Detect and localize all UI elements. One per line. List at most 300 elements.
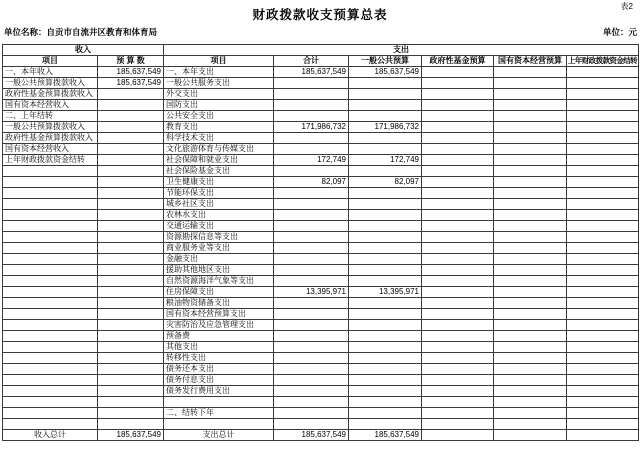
expense-item-cell: 一般公共服务支出	[164, 78, 274, 89]
total-cell	[274, 408, 349, 419]
carryover-cell	[567, 397, 639, 408]
table-row	[3, 155, 639, 166]
state-capital-cell	[494, 177, 567, 188]
income-budget-cell	[98, 265, 164, 276]
income-budget-cell	[98, 122, 164, 133]
total-cell	[274, 144, 349, 155]
general-public-cell	[349, 386, 422, 397]
carryover-cell	[567, 199, 639, 210]
total-cell	[274, 243, 349, 254]
total-cell	[274, 188, 349, 199]
gov-fund-cell	[422, 364, 494, 375]
expense-item-cell: 金融支出	[164, 254, 274, 265]
col-header-expense-item: 项目	[164, 56, 274, 67]
column-header-row	[3, 56, 639, 67]
col-header-state-capital-budget: 国有资本经营预算	[494, 56, 567, 67]
expense-item-cell: 二、结转下年	[164, 408, 274, 419]
carryover-cell	[567, 309, 639, 320]
state-capital-cell	[494, 419, 567, 430]
carryover-cell	[567, 298, 639, 309]
state-capital-cell	[494, 276, 567, 287]
general-public-cell: 13,395,971	[349, 287, 422, 298]
state-capital-cell	[494, 430, 567, 441]
carryover-cell	[567, 100, 639, 111]
gov-fund-cell	[422, 243, 494, 254]
gov-fund-cell	[422, 430, 494, 441]
total-cell	[274, 100, 349, 111]
income-budget-cell	[98, 419, 164, 430]
income-item-cell	[3, 232, 98, 243]
gov-fund-cell	[422, 397, 494, 408]
state-capital-cell	[494, 331, 567, 342]
income-item-cell	[3, 199, 98, 210]
expense-item-cell: 外交支出	[164, 89, 274, 100]
state-capital-cell	[494, 188, 567, 199]
gov-fund-cell	[422, 320, 494, 331]
gov-fund-cell	[422, 144, 494, 155]
general-public-cell	[349, 221, 422, 232]
general-public-cell	[349, 199, 422, 210]
income-item-cell	[3, 375, 98, 386]
general-public-cell	[349, 342, 422, 353]
expense-item-cell: 城乡社区支出	[164, 199, 274, 210]
table-row	[3, 419, 639, 430]
table-row	[3, 276, 639, 287]
total-cell: 13,395,971	[274, 287, 349, 298]
income-budget-cell	[98, 111, 164, 122]
gov-fund-cell	[422, 265, 494, 276]
expense-item-cell: 国有资本经营预算支出	[164, 309, 274, 320]
expense-item-cell: 交通运输支出	[164, 221, 274, 232]
expense-item-cell: 债务付息支出	[164, 375, 274, 386]
carryover-cell	[567, 232, 639, 243]
income-budget-cell	[98, 177, 164, 188]
income-budget-cell	[98, 188, 164, 199]
income-item-cell	[3, 408, 98, 419]
total-cell	[274, 199, 349, 210]
general-public-cell: 172,749	[349, 155, 422, 166]
general-public-cell	[349, 243, 422, 254]
income-item-cell	[3, 188, 98, 199]
income-item-cell: 一般公共预算拨款收入	[3, 78, 98, 89]
table-row	[3, 199, 639, 210]
carryover-cell	[567, 342, 639, 353]
gov-fund-cell	[422, 408, 494, 419]
general-public-cell	[349, 408, 422, 419]
col-header-total: 合计	[274, 56, 349, 67]
state-capital-cell	[494, 199, 567, 210]
gov-fund-cell	[422, 111, 494, 122]
gov-fund-cell	[422, 287, 494, 298]
table-row	[3, 144, 639, 155]
income-item-cell	[3, 331, 98, 342]
income-budget-cell	[98, 309, 164, 320]
total-cell	[274, 331, 349, 342]
state-capital-cell	[494, 155, 567, 166]
carryover-cell	[567, 122, 639, 133]
meta-row	[0, 27, 640, 37]
carryover-cell	[567, 177, 639, 188]
state-capital-cell	[494, 320, 567, 331]
expense-item-cell: 援助其他地区支出	[164, 265, 274, 276]
income-item-cell	[3, 320, 98, 331]
expense-item-cell	[164, 419, 274, 430]
state-capital-cell	[494, 122, 567, 133]
gov-fund-cell	[422, 155, 494, 166]
income-item-cell: 上年财政拨款资金结转	[3, 155, 98, 166]
general-public-cell	[349, 331, 422, 342]
income-item-cell	[3, 342, 98, 353]
budget-table	[2, 44, 639, 441]
income-budget-cell	[98, 298, 164, 309]
income-budget-cell	[98, 133, 164, 144]
table-row	[3, 287, 639, 298]
income-budget-cell	[98, 353, 164, 364]
income-budget-cell	[98, 342, 164, 353]
income-item-cell	[3, 243, 98, 254]
gov-fund-cell	[422, 331, 494, 342]
general-public-cell	[349, 309, 422, 320]
general-public-cell	[349, 397, 422, 408]
income-item-cell: 政府性基金预算拨款收入	[3, 89, 98, 100]
total-cell	[274, 78, 349, 89]
general-public-cell	[349, 232, 422, 243]
expense-item-cell: 预备费	[164, 331, 274, 342]
table-row	[3, 320, 639, 331]
expense-item-cell: 文化旅游体育与传媒支出	[164, 144, 274, 155]
income-budget-cell	[98, 408, 164, 419]
col-header-gov-fund-budget: 政府性基金预算	[422, 56, 494, 67]
table-row	[3, 331, 639, 342]
expense-item-cell: 其他支出	[164, 342, 274, 353]
total-cell	[274, 309, 349, 320]
carryover-cell	[567, 419, 639, 430]
state-capital-cell	[494, 100, 567, 111]
income-item-cell	[3, 166, 98, 177]
state-capital-cell	[494, 221, 567, 232]
income-budget-cell	[98, 386, 164, 397]
gov-fund-cell	[422, 342, 494, 353]
gov-fund-cell	[422, 100, 494, 111]
carryover-cell	[567, 67, 639, 78]
state-capital-cell	[494, 78, 567, 89]
table-row	[3, 221, 639, 232]
carryover-cell	[567, 210, 639, 221]
carryover-cell	[567, 430, 639, 441]
expense-item-cell: 社会保险基金支出	[164, 166, 274, 177]
gov-fund-cell	[422, 309, 494, 320]
unit-name-label: 单位名称：自贡市自流井区教育和体育局	[4, 27, 158, 37]
general-public-cell	[349, 320, 422, 331]
income-budget-cell	[98, 155, 164, 166]
state-capital-cell	[494, 133, 567, 144]
corner-tag: 表2	[620, 2, 633, 11]
table-row	[3, 133, 639, 144]
income-item-cell	[3, 221, 98, 232]
general-public-cell	[349, 419, 422, 430]
state-capital-cell	[494, 353, 567, 364]
total-cell: 82,097	[274, 177, 349, 188]
total-cell	[274, 386, 349, 397]
income-budget-cell	[98, 375, 164, 386]
table-row	[3, 67, 639, 78]
table-row	[3, 232, 639, 243]
carryover-cell	[567, 133, 639, 144]
table-row	[3, 188, 639, 199]
gov-fund-cell	[422, 166, 494, 177]
gov-fund-cell	[422, 133, 494, 144]
table-row	[3, 364, 639, 375]
expense-item-cell: 自然资源海洋气象等支出	[164, 276, 274, 287]
gov-fund-cell	[422, 67, 494, 78]
carryover-cell	[567, 243, 639, 254]
total-cell	[274, 298, 349, 309]
gov-fund-cell	[422, 199, 494, 210]
state-capital-cell	[494, 111, 567, 122]
carryover-cell	[567, 89, 639, 100]
col-header-general-public-budget: 一般公共预算	[349, 56, 422, 67]
expense-item-cell: 农林水支出	[164, 210, 274, 221]
state-capital-cell	[494, 166, 567, 177]
income-item-cell	[3, 276, 98, 287]
income-item-cell	[3, 309, 98, 320]
expense-item-cell: 支出总计	[164, 430, 274, 441]
state-capital-cell	[494, 254, 567, 265]
table-row	[3, 254, 639, 265]
expense-item-cell: 债务发行费用支出	[164, 386, 274, 397]
income-budget-cell	[98, 254, 164, 265]
total-cell	[274, 397, 349, 408]
carryover-cell	[567, 353, 639, 364]
state-capital-cell	[494, 210, 567, 221]
total-cell	[274, 111, 349, 122]
expense-item-cell: 国防支出	[164, 100, 274, 111]
gov-fund-cell	[422, 386, 494, 397]
income-item-cell	[3, 386, 98, 397]
table-row	[3, 100, 639, 111]
income-item-cell	[3, 353, 98, 364]
income-item-cell	[3, 397, 98, 408]
income-item-cell	[3, 364, 98, 375]
gov-fund-cell	[422, 210, 494, 221]
state-capital-cell	[494, 298, 567, 309]
general-public-cell	[349, 298, 422, 309]
table-row	[3, 342, 639, 353]
total-cell	[274, 166, 349, 177]
general-public-cell	[349, 254, 422, 265]
total-cell: 185,637,549	[274, 67, 349, 78]
general-public-cell	[349, 89, 422, 100]
carryover-cell	[567, 144, 639, 155]
general-public-cell	[349, 353, 422, 364]
gov-fund-cell	[422, 375, 494, 386]
carryover-cell	[567, 386, 639, 397]
total-cell	[274, 320, 349, 331]
income-budget-cell	[98, 232, 164, 243]
gov-fund-cell	[422, 177, 494, 188]
expense-item-cell: 卫生健康支出	[164, 177, 274, 188]
income-budget-cell	[98, 210, 164, 221]
income-budget-cell	[98, 89, 164, 100]
carryover-cell	[567, 155, 639, 166]
general-public-cell	[349, 111, 422, 122]
general-public-cell: 82,097	[349, 177, 422, 188]
col-header-income-item: 项目	[3, 56, 98, 67]
table-row	[3, 265, 639, 276]
income-item-cell	[3, 287, 98, 298]
general-public-cell	[349, 144, 422, 155]
general-public-cell	[349, 375, 422, 386]
income-item-cell	[3, 265, 98, 276]
general-public-cell	[349, 364, 422, 375]
carryover-cell	[567, 78, 639, 89]
total-cell	[274, 419, 349, 430]
state-capital-cell	[494, 386, 567, 397]
income-item-cell	[3, 177, 98, 188]
expense-item-cell: 教育支出	[164, 122, 274, 133]
gov-fund-cell	[422, 89, 494, 100]
table-row	[3, 386, 639, 397]
carryover-cell	[567, 408, 639, 419]
income-item-cell	[3, 210, 98, 221]
income-budget-cell: 185,637,549	[98, 78, 164, 89]
gov-fund-cell	[422, 419, 494, 430]
total-cell	[274, 342, 349, 353]
table-row	[3, 375, 639, 386]
total-cell	[274, 133, 349, 144]
gov-fund-cell	[422, 221, 494, 232]
total-cell	[274, 210, 349, 221]
state-capital-cell	[494, 89, 567, 100]
carryover-cell	[567, 364, 639, 375]
carryover-cell	[567, 331, 639, 342]
general-public-cell: 185,637,549	[349, 430, 422, 441]
income-item-cell: 国有资本经营收入	[3, 144, 98, 155]
state-capital-cell	[494, 364, 567, 375]
state-capital-cell	[494, 265, 567, 276]
total-cell	[274, 221, 349, 232]
carryover-cell	[567, 265, 639, 276]
income-budget-cell	[98, 287, 164, 298]
income-budget-cell	[98, 166, 164, 177]
table-row	[3, 408, 639, 419]
income-budget-cell	[98, 397, 164, 408]
general-public-cell	[349, 276, 422, 287]
table-row	[3, 353, 639, 364]
table-row	[3, 78, 639, 89]
table-row	[3, 89, 639, 100]
gov-fund-cell	[422, 298, 494, 309]
carryover-cell	[567, 320, 639, 331]
income-budget-cell	[98, 364, 164, 375]
gov-fund-cell	[422, 254, 494, 265]
general-public-cell	[349, 188, 422, 199]
gov-fund-cell	[422, 122, 494, 133]
state-capital-cell	[494, 287, 567, 298]
income-budget-cell	[98, 243, 164, 254]
expense-item-cell: 社会保障和就业支出	[164, 155, 274, 166]
carryover-cell	[567, 166, 639, 177]
income-item-cell	[3, 298, 98, 309]
income-group-header: 收入	[3, 45, 164, 56]
total-cell: 185,637,549	[274, 430, 349, 441]
expense-item-cell: 灾害防治及应急管理支出	[164, 320, 274, 331]
expense-item-cell: 科学技术支出	[164, 133, 274, 144]
gov-fund-cell	[422, 353, 494, 364]
income-budget-cell	[98, 221, 164, 232]
total-cell	[274, 254, 349, 265]
total-row	[3, 430, 639, 441]
expense-item-cell: 一、本年支出	[164, 67, 274, 78]
income-budget-cell	[98, 331, 164, 342]
expense-item-cell: 商业服务业等支出	[164, 243, 274, 254]
table-row	[3, 309, 639, 320]
general-public-cell: 171,986,732	[349, 122, 422, 133]
total-cell	[274, 232, 349, 243]
general-public-cell	[349, 166, 422, 177]
total-cell	[274, 265, 349, 276]
expense-item-cell: 节能环保支出	[164, 188, 274, 199]
carryover-cell	[567, 287, 639, 298]
state-capital-cell	[494, 397, 567, 408]
state-capital-cell	[494, 309, 567, 320]
expense-item-cell: 资源勘探信息等支出	[164, 232, 274, 243]
table-row	[3, 122, 639, 133]
currency-unit-label: 单位：元	[602, 27, 637, 37]
page-title: 财政拨款收支预算总表	[252, 8, 388, 22]
gov-fund-cell	[422, 78, 494, 89]
total-cell	[274, 89, 349, 100]
expense-item-cell: 公共安全支出	[164, 111, 274, 122]
carryover-cell	[567, 276, 639, 287]
expenditure-group-header: 支出	[164, 45, 639, 56]
gov-fund-cell	[422, 232, 494, 243]
general-public-cell	[349, 100, 422, 111]
group-header-row	[3, 45, 639, 56]
table-row	[3, 298, 639, 309]
total-cell	[274, 276, 349, 287]
gov-fund-cell	[422, 188, 494, 199]
col-header-income-budget: 预 算 数	[98, 56, 164, 67]
income-budget-cell	[98, 144, 164, 155]
income-budget-cell	[98, 276, 164, 287]
carryover-cell	[567, 375, 639, 386]
general-public-cell	[349, 210, 422, 221]
carryover-cell	[567, 221, 639, 232]
total-cell: 172,749	[274, 155, 349, 166]
total-cell	[274, 364, 349, 375]
general-public-cell: 185,637,549	[349, 67, 422, 78]
state-capital-cell	[494, 232, 567, 243]
state-capital-cell	[494, 67, 567, 78]
income-item-cell: 一、本年收入	[3, 67, 98, 78]
table-row	[3, 210, 639, 221]
income-budget-cell: 185,637,549	[98, 67, 164, 78]
table-row	[3, 166, 639, 177]
income-item-cell: 收入总计	[3, 430, 98, 441]
carryover-cell	[567, 188, 639, 199]
carryover-cell	[567, 111, 639, 122]
state-capital-cell	[494, 408, 567, 419]
total-cell: 171,986,732	[274, 122, 349, 133]
total-cell	[274, 353, 349, 364]
income-item-cell: 政府性基金预算拨款收入	[3, 133, 98, 144]
income-item-cell	[3, 419, 98, 430]
state-capital-cell	[494, 144, 567, 155]
table-row	[3, 243, 639, 254]
expense-item-cell	[164, 397, 274, 408]
state-capital-cell	[494, 342, 567, 353]
